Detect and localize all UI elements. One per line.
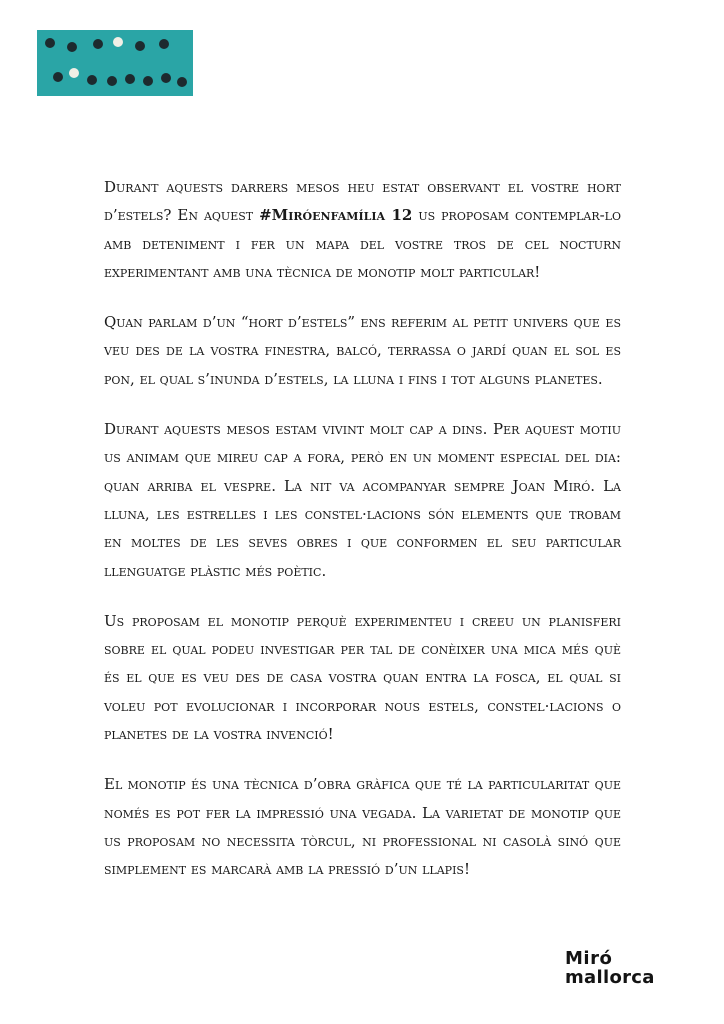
banner-dot (143, 76, 153, 86)
hashtag-miroenfamilia: #Miróenfamília 12 (259, 206, 413, 225)
paragraph-3: Durant aquests mesos estam vivint molt cap a dins. Per aquest motiu us animam que mireu cap a fora, però en un moment especial del dia: quan arriba el vespre. La nit va acompanyar sempre Joan Miró. La lluna, les estrelles i les constel·lacions són elements que trobam en moltes de les seves obres i que conformen el seu particular llenguatge plàstic més poètic. (104, 420, 621, 580)
banner-dot (53, 72, 63, 82)
article-body (104, 173, 621, 906)
banner-dot (45, 38, 55, 48)
banner-dot (113, 37, 123, 47)
logo-line-miro: Miró (565, 948, 613, 969)
banner-dot (69, 68, 79, 78)
banner-dot (93, 39, 103, 49)
paragraph-5: El monotip és una tècnica d’obra gràfica que té la particularitat que només es pot fer la impressió una vegada. La varietat de monotip que us proposam no necessita tòrcul, ni professional ni casolà sinó que simplement es marcarà amb la pressió d’un llapis! (104, 775, 621, 879)
paragraph-1-rest: us proposam contemplar-lo amb deteniment i fer un mapa del vostre tros de cel nocturn experimentant amb una tècnica de monotip molt particular! (104, 206, 622, 281)
logo-line-mallorca: mallorca (565, 967, 655, 988)
banner-dot (87, 75, 97, 85)
banner-dot (161, 73, 171, 83)
banner-dot (107, 76, 117, 86)
banner-dot (125, 74, 135, 84)
header-banner-image (37, 30, 193, 96)
banner-dot (135, 41, 145, 51)
banner-dot (177, 77, 187, 87)
banner-dot (159, 39, 169, 49)
paragraph-1 (104, 173, 621, 286)
paragraph-1-intro: Durant aquests darrers mesos heu estat observant el vostre hort d’estels? En aquest (104, 178, 621, 225)
banner-dot (67, 42, 77, 52)
paragraph-2: Quan parlam d’un “hort d’estels” ens referim al petit univers que es veu des de la vostra finestra, balcó, terrassa o jardí quan el sol es pon, el qual s’inunda d’estels, la lluna i fins i tot alguns planetes. (104, 313, 621, 388)
miro-mallorca-logo (565, 949, 685, 987)
paragraph-4: Us proposam el monotip perquè experimenteu i creeu un planisferi sobre el qual podeu investigar per tal de conèixer una mica més què és el que es veu des de casa vostra quan entra la fosca, el qual si voleu pot evolucionar i incorporar nous estels, constel·lacions o planetes de la vostra invenció! (104, 611, 621, 744)
